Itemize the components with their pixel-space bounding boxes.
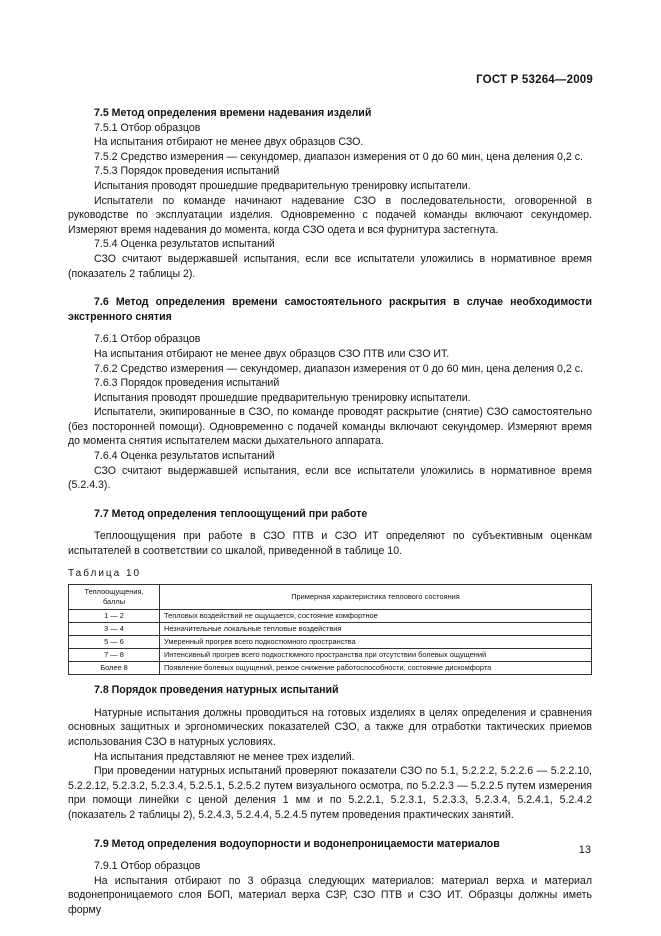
characteristic-cell: Незначительные локальные тепловые воздействия [160,623,592,636]
characteristic-cell: Тепловых воздействий не ощущается, состояние комфортное [160,610,592,623]
paragraph: СЗО считают выдержавшей испытания, если все испытатели уложились в нормативное время (показатель 2 таблицы 2). [68,252,592,280]
paragraph: 7.5.2 Средство измерения — секундомер, диапазон измерения от 0 до 60 мин, цена деления 0,2 с. [94,150,583,163]
table-10 [68,584,592,675]
score-cell: 7 — 8 [69,649,160,662]
table-row [69,623,592,636]
paragraph: При проведении натурных испытаний проверяют показатели СЗО по 5.1, 5.2.2.2, 5.2.2.6 — 5.2.2.10, 5.2.2.12, 5.2.3.2, 5.2.3.4, 5.2.5.1, 5.2.5.2 путем визуального осмотра, по 5.2.2.3 — 5.2.2.5 путем измерения при помощи линейки с ценой деления 1 мм и по 5.2.2.1, 5.2.3.1, 5.2.3.3, 5.2.3.4, 5.2.4.1, 5.2.4.2 (показатель 2 таблицы 2), 5.2.4.3, 5.2.4.4, 5.2.4.5 путем проведения практических занятий. [68,765,592,821]
paragraph: Испытатели, экипированные в СЗО, по команде проводят раскрытие (снятие) СЗО самостоятельно (без посторонней помощи). Одновременно с подачей команды включают секундомер. Измеряют время до момента снятия испытателем маски дыхательного аппарата. [68,406,592,448]
characteristic-cell: Интенсивный прогрев всего подкостюмного пространства при отсутствии болевых ощущений [160,649,592,662]
section-heading: 7.7 Метод определения теплоощущений при работе [94,507,368,520]
paragraph: На испытания отбирают не менее двух образцов СЗО ПТВ или СЗО ИТ. [94,347,450,360]
paragraph: 7.5.3 Порядок проведения испытаний [94,165,280,178]
table-row [69,610,592,623]
section-heading: 7.8 Порядок проведения натурных испытаний [94,684,339,697]
table-row [69,662,592,675]
paragraph: Испытатели по команде начинают надевание СЗО в последовательности, оговоренной в руководстве по эксплуатации изделия. Одновременно с подачей команды включают секундомер. Измеряют время надевания до момента, когда СЗО одета и вся фурнитура застегнута. [68,194,592,236]
paragraph: На испытания отбирают не менее двух образцов СЗО. [94,136,364,149]
table-header-row [69,585,592,610]
paragraph: 7.5.4 Оценка результатов испытаний [94,238,275,251]
paragraph: 7.6.3 Порядок проведения испытаний [94,377,280,390]
paragraph: На испытания представляют не менее трех изделий. [94,750,355,763]
header-score: Теплоощущения, баллы [69,585,160,610]
paragraph: 7.9.1 Отбор образцов [94,860,201,873]
section-7-5-to-7-7 [68,106,592,559]
score-cell: 5 — 6 [69,636,160,649]
paragraph: 7.5.1 Отбор образцов [94,121,201,134]
score-cell: 3 — 4 [69,623,160,636]
section-7-8-to-7-9 [68,683,592,917]
section-heading: 7.6 Метод определения времени самостоятельного раскрытия в случае необходимости экстренного снятия [68,296,592,323]
header-characteristic: Примерная характеристика теплового состояния [160,585,592,610]
section-heading: 7.5 Метод определения времени надевания изделий [94,107,372,119]
paragraph: 7.6.1 Отбор образцов [94,333,201,346]
section-heading: 7.9 Метод определения водоупорности и водонепроницаемости материалов [94,837,500,850]
paragraph: Испытания проводят прошедшие предварительную тренировку испытатели. [94,391,471,404]
paragraph: Натурные испытания должны проводиться на готовых изделиях в целях определения и сравнения основных защитных и эргономических показателей СЗО, а также для отработки тактических приемов использования СЗО в натурных условиях. [68,706,592,748]
document-body [68,106,592,918]
paragraph: 7.6.2 Средство измерения — секундомер, диапазон измерения от 0 до 60 мин, цена деления 0,2 с. [94,362,583,375]
paragraph: На испытания отбирают по 3 образца следующих материалов: материал верха и материал водонепроницаемого слоя БОП, материал верха СЗР, СЗО ПТВ и СЗО ИТ. Образцы должны иметь форму [68,874,592,916]
characteristic-cell: Умеренный прогрев всего подкостюмного пространства [160,636,592,649]
table-row [69,649,592,662]
score-cell: 1 — 2 [69,610,160,623]
document-code: ГОСТ Р 53264—2009 [476,74,593,86]
table-row [69,636,592,649]
table-10-label: Таблица 10 [68,567,142,579]
page-number: 13 [578,844,591,856]
score-cell: Более 8 [69,662,160,675]
paragraph: 7.6.4 Оценка результатов испытаний [94,450,275,463]
paragraph: Испытания проводят прошедшие предварительную тренировку испытатели. [94,179,471,192]
paragraph: Теплоощущения при работе в СЗО ПТВ и СЗО ИТ определяют по субъективным оценкам испытателей в соответствии со шкалой, приведенной в таблице 10. [68,530,592,558]
characteristic-cell: Появление болевых ощущений, резкое снижение работоспособности, состояние дискомфорта [160,662,592,675]
paragraph: СЗО считают выдержавшей испытания, если все испытатели уложились в нормативное время (5.2.4.3). [68,464,592,492]
